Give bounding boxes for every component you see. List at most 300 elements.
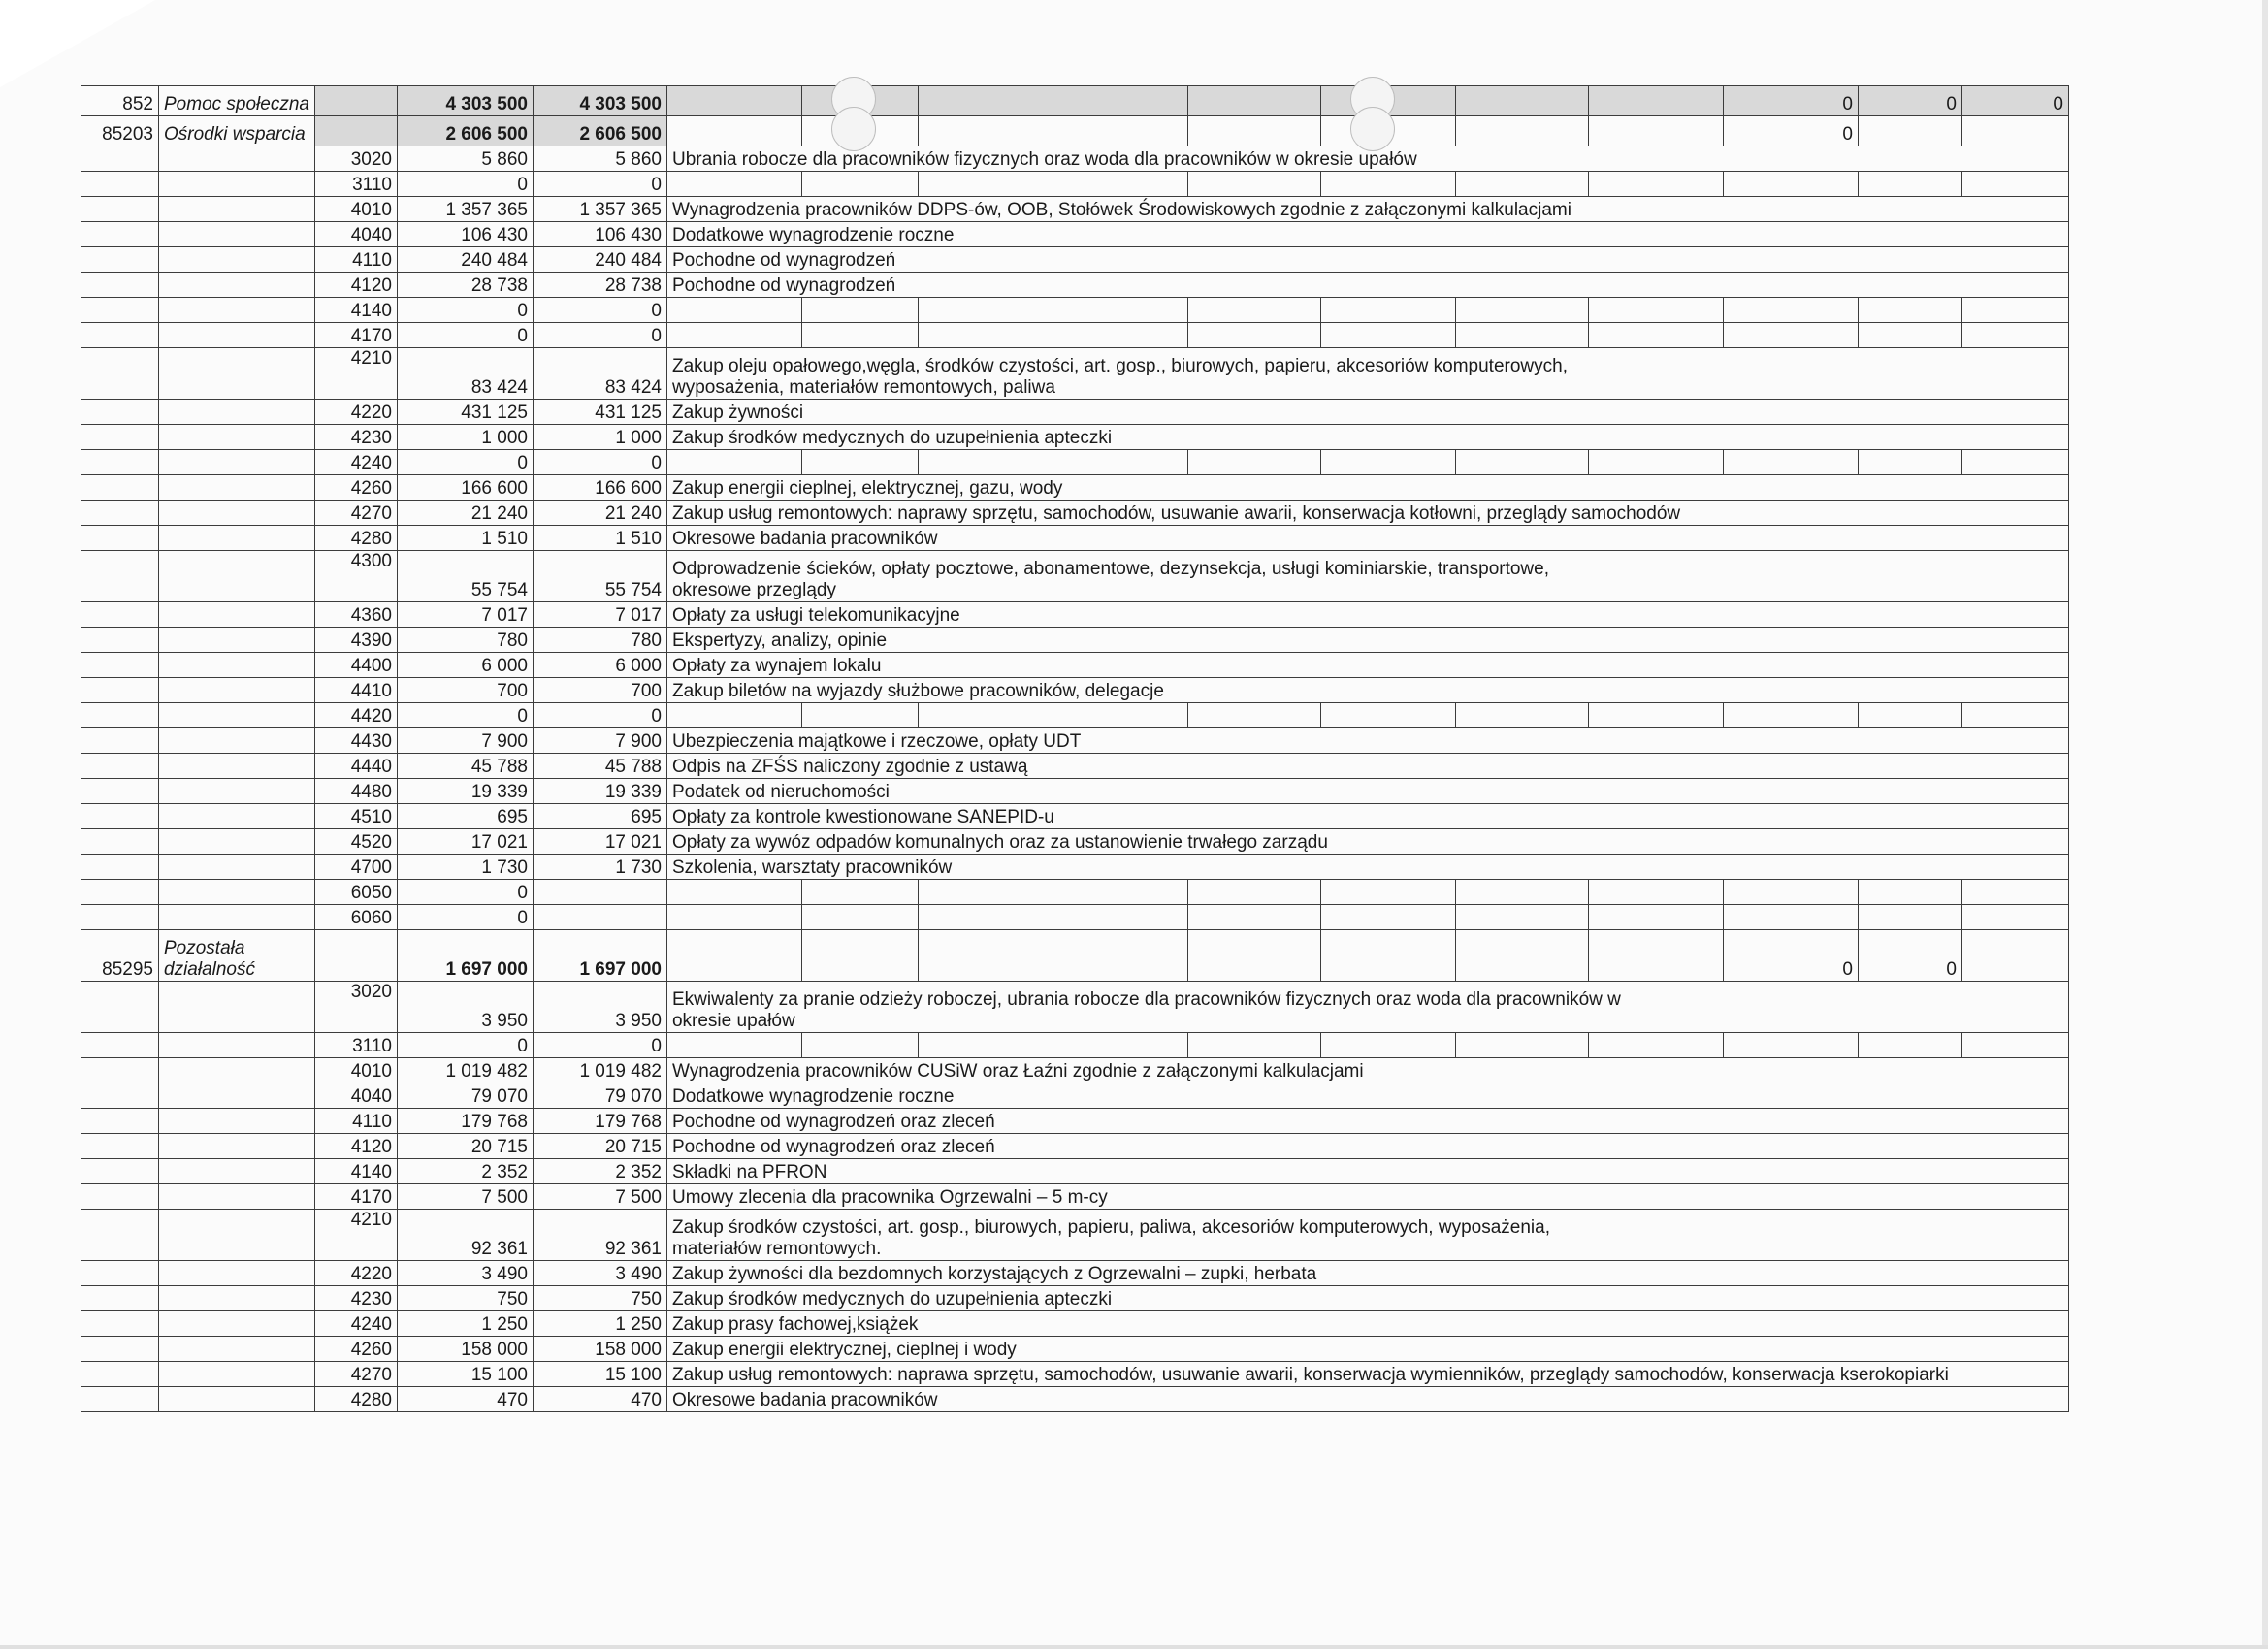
table-row — [81, 298, 2069, 323]
description — [666, 273, 2068, 298]
empty-cell — [81, 197, 159, 222]
section-extra-value: 0 — [1858, 930, 1961, 982]
description — [666, 222, 2068, 247]
paragraph-code: 4240 — [314, 450, 397, 475]
empty-cell — [159, 450, 315, 475]
description-line1: Odprowadzenie ścieków, opłaty pocztowe, abonamentowe, dezynsekcja, usługi kominiarskie, transportowe, — [671, 559, 1549, 579]
empty-cell — [81, 450, 159, 475]
empty-cell — [81, 247, 159, 273]
empty-cell — [666, 703, 801, 728]
description — [666, 728, 2068, 754]
empty-cell — [81, 653, 159, 678]
empty-cell — [1455, 703, 1588, 728]
empty-cell — [918, 905, 1053, 930]
description-line2: wyposażenia, materiałów remontowych, paliwa — [671, 377, 1055, 398]
empty-cell — [1723, 703, 1858, 728]
empty-cell — [159, 1159, 315, 1184]
section-after: 4 303 500 — [533, 86, 666, 116]
description-line2: okresowe przeglądy — [671, 580, 836, 600]
empty-cell — [81, 1387, 159, 1412]
empty-cell — [666, 86, 801, 116]
punch-hole — [831, 107, 876, 151]
description — [666, 501, 2068, 526]
after-change-value: 21 240 — [533, 501, 666, 526]
description-text: Wynagrodzenia pracowników DDPS-ów, OOB, Stołówek Środowiskowych zgodnie z załączonymi kalkulacjami — [671, 200, 1571, 220]
empty-cell — [81, 1033, 159, 1058]
table-row — [81, 804, 2069, 829]
after-change-value: 28 738 — [533, 273, 666, 298]
description — [666, 602, 2068, 628]
empty-cell — [81, 298, 159, 323]
after-change-value: 19 339 — [533, 779, 666, 804]
empty-cell — [159, 804, 315, 829]
empty-cell — [918, 116, 1053, 146]
plan-value: 21 240 — [397, 501, 533, 526]
empty-cell — [81, 880, 159, 905]
empty-cell — [1455, 116, 1588, 146]
table-row — [81, 551, 2069, 602]
empty-cell — [1588, 298, 1723, 323]
table-row — [81, 728, 2069, 754]
section-name: Pomoc społeczna — [159, 86, 315, 116]
after-change-value: 1 250 — [533, 1311, 666, 1337]
table-row — [81, 197, 2069, 222]
after-change-value: 240 484 — [533, 247, 666, 273]
plan-value: 6 000 — [397, 653, 533, 678]
description-text: Ekspertyzy, analizy, opinie — [671, 630, 888, 651]
empty-cell — [81, 804, 159, 829]
plan-value: 431 125 — [397, 400, 533, 425]
after-change-value: 3 950 — [533, 982, 666, 1033]
description — [666, 1387, 2068, 1412]
plan-value: 1 000 — [397, 425, 533, 450]
description — [666, 754, 2068, 779]
paragraph-code: 4360 — [314, 602, 397, 628]
after-change-value: 700 — [533, 678, 666, 703]
plan-value: 695 — [397, 804, 533, 829]
empty-cell — [666, 450, 801, 475]
table-row — [81, 1337, 2069, 1362]
empty-cell — [918, 86, 1053, 116]
section-extra-value: 0 — [1858, 86, 1961, 116]
description-line1: Zakup oleju opałowego,węgla, środków czystości, art. gosp., biurowych, papieru, akcesoriów komputerowych, — [671, 356, 1568, 376]
empty-cell — [81, 222, 159, 247]
empty-cell — [1723, 172, 1858, 197]
empty-cell — [1187, 323, 1320, 348]
paragraph-code: 4230 — [314, 1286, 397, 1311]
paragraph-code: 4010 — [314, 197, 397, 222]
after-change-value: 79 070 — [533, 1083, 666, 1109]
description — [666, 1311, 2068, 1337]
empty-cell — [1588, 880, 1723, 905]
empty-cell — [159, 526, 315, 551]
empty-cell — [159, 1134, 315, 1159]
description-text: Pochodne od wynagrodzeń — [671, 250, 896, 271]
after-change-value: 0 — [533, 172, 666, 197]
after-change-value — [533, 905, 666, 930]
empty-cell — [1187, 86, 1320, 116]
empty-cell — [1187, 905, 1320, 930]
empty-cell — [801, 323, 918, 348]
empty-cell — [81, 602, 159, 628]
empty-cell — [159, 1387, 315, 1412]
section-name-line2: działalność — [164, 959, 255, 980]
empty-cell — [159, 779, 315, 804]
after-change-value — [533, 880, 666, 905]
empty-cell — [1961, 905, 2068, 930]
empty-cell — [81, 526, 159, 551]
table-row — [81, 273, 2069, 298]
paragraph-code: 4010 — [314, 1058, 397, 1083]
empty-cell — [159, 551, 315, 602]
empty-cell — [159, 703, 315, 728]
empty-cell — [1858, 172, 1961, 197]
paragraph-code: 3020 — [314, 146, 397, 172]
empty-cell — [81, 728, 159, 754]
empty-cell — [1187, 172, 1320, 197]
empty-cell — [81, 1083, 159, 1109]
description-text: Ubrania robocze dla pracowników fizycznych oraz woda dla pracowników w okresie upałów — [671, 149, 1417, 170]
description — [666, 1134, 2068, 1159]
plan-value: 240 484 — [397, 247, 533, 273]
after-change-value: 695 — [533, 804, 666, 829]
empty-cell — [666, 298, 801, 323]
empty-cell — [81, 754, 159, 779]
paragraph-code: 4110 — [314, 1109, 397, 1134]
plan-value: 7 500 — [397, 1184, 533, 1210]
table-row — [81, 905, 2069, 930]
table-row — [81, 1286, 2069, 1311]
description — [666, 425, 2068, 450]
table-row — [81, 1109, 2069, 1134]
empty-cell — [159, 222, 315, 247]
page-bottom-edge — [0, 1645, 2268, 1649]
after-change-value: 0 — [533, 298, 666, 323]
after-change-value: 83 424 — [533, 348, 666, 400]
empty-cell — [801, 172, 918, 197]
empty-cell — [1961, 323, 2068, 348]
after-change-value: 17 021 — [533, 829, 666, 855]
empty-cell — [666, 880, 801, 905]
description — [666, 779, 2068, 804]
empty-cell — [81, 1337, 159, 1362]
table-row — [81, 1210, 2069, 1261]
empty-cell — [1053, 86, 1187, 116]
empty-cell — [81, 1286, 159, 1311]
plan-value: 158 000 — [397, 1337, 533, 1362]
empty-cell — [1858, 880, 1961, 905]
empty-cell — [159, 400, 315, 425]
empty-cell — [1455, 450, 1588, 475]
empty-cell — [81, 1184, 159, 1210]
empty-cell — [1053, 905, 1187, 930]
description — [666, 146, 2068, 172]
section-extra-value: 0 — [1961, 86, 2068, 116]
empty-cell — [81, 982, 159, 1033]
punch-hole — [1350, 107, 1395, 151]
empty-cell — [81, 1362, 159, 1387]
empty-cell — [1320, 298, 1455, 323]
empty-cell — [1053, 450, 1187, 475]
table-row — [81, 1362, 2069, 1387]
empty-cell — [801, 1033, 918, 1058]
plan-value: 0 — [397, 298, 533, 323]
empty-cell — [1588, 323, 1723, 348]
after-change-value: 1 357 365 — [533, 197, 666, 222]
empty-cell — [1320, 905, 1455, 930]
paragraph-code: 4440 — [314, 754, 397, 779]
description-text: Zakup żywności dla bezdomnych korzystających z Ogrzewalni – zupki, herbata — [671, 1264, 1317, 1284]
section-extra-value: 0 — [1723, 930, 1858, 982]
plan-value: 0 — [397, 1033, 533, 1058]
empty-cell — [159, 273, 315, 298]
empty-cell — [1723, 450, 1858, 475]
description-text: Składki na PFRON — [671, 1162, 827, 1182]
description — [666, 475, 2068, 501]
empty-cell — [159, 1261, 315, 1286]
empty-cell — [1588, 450, 1723, 475]
table-row — [81, 475, 2069, 501]
description-text: Zakup energii elektrycznej, cieplnej i wody — [671, 1340, 1017, 1360]
table-row — [81, 703, 2069, 728]
empty-cell — [159, 298, 315, 323]
empty-cell — [81, 1261, 159, 1286]
after-change-value: 0 — [533, 703, 666, 728]
budget-table-body — [81, 86, 2069, 1412]
empty-cell — [1858, 298, 1961, 323]
paragraph-code: 4170 — [314, 323, 397, 348]
empty-cell — [918, 450, 1053, 475]
table-row — [81, 1134, 2069, 1159]
empty-cell — [1858, 905, 1961, 930]
empty-cell — [81, 323, 159, 348]
section-row — [81, 930, 2069, 982]
empty-cell — [1858, 450, 1961, 475]
description-line2: okresie upałów — [671, 1011, 795, 1031]
empty-cell — [1320, 1033, 1455, 1058]
after-change-value: 158 000 — [533, 1337, 666, 1362]
table-row — [81, 450, 2069, 475]
after-change-value: 7 017 — [533, 602, 666, 628]
empty-cell — [1455, 172, 1588, 197]
empty-cell — [159, 1058, 315, 1083]
paragraph-code: 4300 — [314, 551, 397, 602]
description-text: Odpis na ZFŚS naliczony zgodnie z ustawą — [671, 757, 1028, 777]
description — [666, 1058, 2068, 1083]
empty-cell — [1455, 930, 1588, 982]
table-row — [81, 1058, 2069, 1083]
page-right-edge — [2262, 0, 2268, 1649]
after-change-value: 106 430 — [533, 222, 666, 247]
empty-cell — [1187, 116, 1320, 146]
plan-value: 83 424 — [397, 348, 533, 400]
paragraph-code: 4120 — [314, 1134, 397, 1159]
description-line1: Zakup środków czystości, art. gosp., biurowych, papieru, paliwa, akcesoriów komputerowych, wyposażenia, — [671, 1217, 1550, 1238]
description — [666, 829, 2068, 855]
empty-cell — [81, 628, 159, 653]
plan-value: 166 600 — [397, 475, 533, 501]
empty-cell — [1588, 116, 1723, 146]
empty-cell — [159, 1109, 315, 1134]
empty-cell — [81, 1159, 159, 1184]
empty-cell — [801, 930, 918, 982]
description — [666, 982, 2068, 1033]
paragraph-code: 4220 — [314, 400, 397, 425]
empty-cell — [159, 323, 315, 348]
description-text: Zakup energii cieplnej, elektrycznej, gazu, wody — [671, 478, 1063, 499]
empty-cell — [1961, 298, 2068, 323]
description-text: Zakup usług remontowych: naprawa sprzętu, samochodów, usuwanie awarii, konserwacja wymienników, przeglądy samochodów, konserwacja kserokopiarki — [671, 1365, 1949, 1385]
after-change-value: 45 788 — [533, 754, 666, 779]
plan-value: 0 — [397, 905, 533, 930]
after-change-value: 780 — [533, 628, 666, 653]
after-change-value: 55 754 — [533, 551, 666, 602]
empty-cell — [81, 1311, 159, 1337]
plan-value: 7 017 — [397, 602, 533, 628]
table-row — [81, 172, 2069, 197]
empty-cell — [918, 1033, 1053, 1058]
section-plan: 2 606 500 — [397, 116, 533, 146]
empty-cell — [159, 475, 315, 501]
empty-cell — [1961, 930, 2068, 982]
description-text: Pochodne od wynagrodzeń oraz zleceń — [671, 1137, 995, 1157]
empty-cell — [666, 323, 801, 348]
description-text: Dodatkowe wynagrodzenie roczne — [671, 225, 955, 245]
paragraph-code: 4260 — [314, 1337, 397, 1362]
empty-cell — [1961, 703, 2068, 728]
empty-cell — [1320, 880, 1455, 905]
section-after: 1 697 000 — [533, 930, 666, 982]
section-extra-value: 0 — [1723, 116, 1858, 146]
empty-cell — [1455, 298, 1588, 323]
plan-value: 0 — [397, 880, 533, 905]
section-code: 85295 — [81, 930, 159, 982]
plan-value: 3 950 — [397, 982, 533, 1033]
empty-cell — [1187, 1033, 1320, 1058]
description-text: Podatek od nieruchomości — [671, 782, 890, 802]
table-row — [81, 1184, 2069, 1210]
empty-cell — [1187, 880, 1320, 905]
empty-cell — [1588, 86, 1723, 116]
table-row — [81, 880, 2069, 905]
paragraph-code: 3110 — [314, 1033, 397, 1058]
description — [666, 197, 2068, 222]
empty-cell — [1588, 930, 1723, 982]
table-row — [81, 323, 2069, 348]
description-text: Opłaty za usługi telekomunikacyjne — [671, 605, 960, 626]
empty-cell — [1723, 905, 1858, 930]
empty-cell — [159, 247, 315, 273]
empty-cell — [81, 1134, 159, 1159]
empty-cell — [81, 1109, 159, 1134]
table-row — [81, 779, 2069, 804]
empty-cell — [1187, 450, 1320, 475]
description-text: Wynagrodzenia pracowników CUSiW oraz Łaźni zgodnie z załączonymi kalkulacjami — [671, 1061, 1364, 1082]
after-change-value: 179 768 — [533, 1109, 666, 1134]
description-text: Opłaty za kontrole kwestionowane SANEPID-u — [671, 807, 1054, 827]
section-name — [159, 930, 315, 982]
empty-cell — [81, 829, 159, 855]
paragraph-code: 4120 — [314, 273, 397, 298]
table-row — [81, 982, 2069, 1033]
section-row — [81, 86, 2069, 116]
paragraph-code: 4220 — [314, 1261, 397, 1286]
empty-cell — [81, 273, 159, 298]
plan-value: 700 — [397, 678, 533, 703]
description — [666, 1184, 2068, 1210]
empty-cell — [159, 1362, 315, 1387]
empty-cell — [159, 1337, 315, 1362]
description-line2: materiałów remontowych. — [671, 1239, 882, 1259]
description — [666, 1286, 2068, 1311]
after-change-value: 7 900 — [533, 728, 666, 754]
plan-value: 1 510 — [397, 526, 533, 551]
paragraph-code: 4400 — [314, 653, 397, 678]
empty-cell — [1320, 323, 1455, 348]
empty-cell — [1320, 703, 1455, 728]
section-row — [81, 116, 2069, 146]
paragraph-code: 4140 — [314, 1159, 397, 1184]
paragraph-code: 4270 — [314, 1362, 397, 1387]
empty-cell — [801, 880, 918, 905]
paragraph-code: 6060 — [314, 905, 397, 930]
paragraph-code: 4140 — [314, 298, 397, 323]
after-change-value: 431 125 — [533, 400, 666, 425]
table-row — [81, 678, 2069, 703]
empty-cell — [81, 146, 159, 172]
plan-value: 7 900 — [397, 728, 533, 754]
paragraph-code: 4480 — [314, 779, 397, 804]
plan-value: 55 754 — [397, 551, 533, 602]
empty-cell — [159, 653, 315, 678]
description-text: Ubezpieczenia majątkowe i rzeczowe, opłaty UDT — [671, 731, 1082, 752]
description — [666, 1362, 2068, 1387]
empty-cell — [159, 197, 315, 222]
table-row — [81, 602, 2069, 628]
description — [666, 1261, 2068, 1286]
description-text: Zakup usług remontowych: naprawy sprzętu, samochodów, usuwanie awarii, konserwacja kotłowni, przeglądy samochodów — [671, 503, 1681, 524]
empty-cell — [159, 172, 315, 197]
empty-cell — [1961, 116, 2068, 146]
paragraph-code: 4110 — [314, 247, 397, 273]
empty-cell — [1053, 930, 1187, 982]
empty-cell — [1187, 703, 1320, 728]
empty-cell — [801, 450, 918, 475]
paragraph-code: 4040 — [314, 1083, 397, 1109]
description-text: Dodatkowe wynagrodzenie roczne — [671, 1086, 955, 1107]
description-text: Okresowe badania pracowników — [671, 1390, 938, 1410]
table-row — [81, 855, 2069, 880]
plan-value: 79 070 — [397, 1083, 533, 1109]
empty-cell — [1053, 323, 1187, 348]
table-row — [81, 1083, 2069, 1109]
paragraph-code: 4430 — [314, 728, 397, 754]
description-text: Szkolenia, warsztaty pracowników — [671, 857, 953, 878]
empty-cell — [159, 754, 315, 779]
empty-cell — [81, 551, 159, 602]
paragraph-code: 4230 — [314, 425, 397, 450]
plan-value: 0 — [397, 172, 533, 197]
table-row — [81, 222, 2069, 247]
empty-cell — [1187, 298, 1320, 323]
paragraph-code: 4210 — [314, 1210, 397, 1261]
empty-cell — [159, 982, 315, 1033]
paragraph-code: 4260 — [314, 475, 397, 501]
section-plan: 1 697 000 — [397, 930, 533, 982]
paragraph-code: 3110 — [314, 172, 397, 197]
plan-value: 45 788 — [397, 754, 533, 779]
plan-value: 5 860 — [397, 146, 533, 172]
